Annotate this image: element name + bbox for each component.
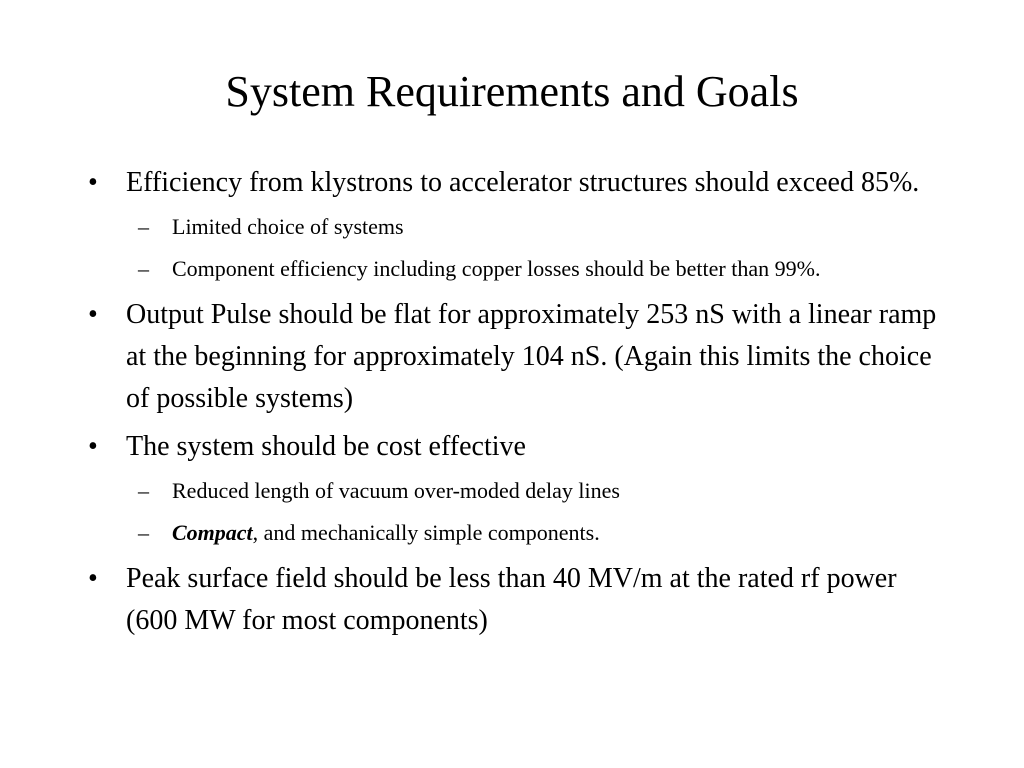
sub-bullet-text bbox=[172, 520, 600, 545]
bullet-text: Efficiency from klystrons to accelerator structures should exceed 85%. bbox=[126, 167, 920, 198]
bullet-marker: • bbox=[88, 167, 98, 198]
sub-bullet-item bbox=[88, 516, 948, 550]
emphasized-word: Compact bbox=[172, 520, 253, 545]
sub-bullet-marker: – bbox=[138, 256, 149, 281]
sub-bullet-marker: – bbox=[138, 520, 149, 545]
bullet-item bbox=[88, 294, 948, 420]
sub-bullet-item bbox=[88, 252, 948, 286]
sub-bullet-list bbox=[88, 210, 948, 286]
sub-bullet-text: Component efficiency including copper losses should be better than 99%. bbox=[172, 256, 821, 281]
sub-bullet-item bbox=[88, 474, 948, 508]
bullet-text: The system should be cost effective bbox=[126, 431, 526, 462]
sub-bullet-text-rest: , and mechanically simple components. bbox=[252, 520, 600, 545]
sub-bullet-list bbox=[88, 474, 948, 550]
bullet-item bbox=[88, 162, 948, 204]
sub-bullet-marker: – bbox=[138, 478, 149, 503]
sub-bullet-text: Reduced length of vacuum over-moded delay lines bbox=[172, 478, 620, 503]
bullet-text: Peak surface field should be less than 40 MV/m at the rated rf power (600 MW for most components) bbox=[126, 563, 897, 636]
sub-bullet-marker: – bbox=[138, 214, 149, 239]
sub-bullet-item bbox=[88, 210, 948, 244]
bullet-marker: • bbox=[88, 299, 98, 330]
sub-bullet-text: Limited choice of systems bbox=[172, 214, 404, 239]
bullet-marker: • bbox=[88, 431, 98, 462]
bullet-text: Output Pulse should be flat for approximately 253 nS with a linear ramp at the beginning for approximately 104 nS. (Again this limits the choice of possible systems) bbox=[126, 299, 937, 414]
bullet-item bbox=[88, 558, 948, 642]
bullet-marker: • bbox=[88, 563, 98, 594]
slide-title: System Requirements and Goals bbox=[225, 67, 799, 116]
bullet-list bbox=[88, 162, 948, 648]
bullet-item bbox=[88, 426, 948, 468]
